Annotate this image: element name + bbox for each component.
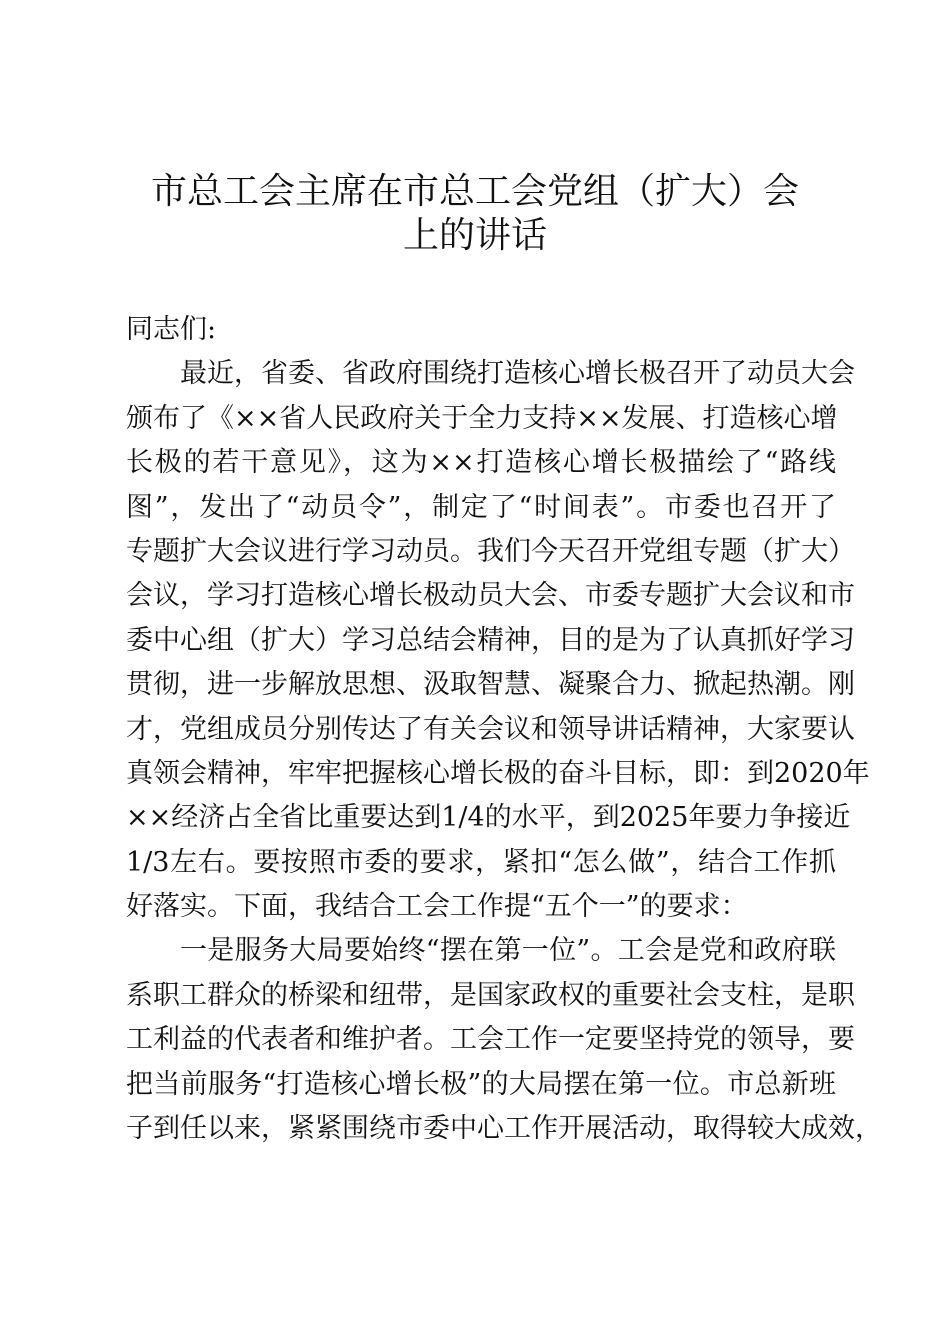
paragraph-line: 把当前服务“打造核心增长极”的大局摆在第一位。市总新班 (126, 1068, 836, 1100)
paragraph-line: ××经济占全省比重要达到1/4的水平，到2025年要力争接近 (126, 802, 851, 834)
document-title-line-1: 市总工会主席在市总工会党组（扩大）会 (150, 171, 799, 212)
salutation: 同志们: (126, 314, 217, 345)
paragraph-line: 工利益的代表者和维护者。工会工作一定要坚持党的领导，要 (126, 1024, 855, 1056)
paragraph-line: 1/3左右。要按照市委的要求，紧扣“怎么做”，结合工作抓 (126, 846, 836, 878)
paragraph-2 (126, 929, 882, 1151)
paragraph-1 (126, 352, 870, 929)
paragraph-line: 最近，省委、省政府围绕打造核心增长极召开了动员大会 (180, 358, 855, 390)
paragraph-line: 图”，发出了“动员令”，制定了“时间表”。市委也召开了 (126, 491, 836, 523)
paragraph-line: 系职工群众的桥梁和纽带，是国家政权的重要社会支柱，是职 (126, 979, 855, 1011)
document-title-line-2: 上的讲话 (402, 215, 547, 256)
paragraph-line: 委中心组（扩大）学习总结会精神，目的是为了认真抓好学习 (126, 624, 855, 656)
paragraph-line: 真领会精神，牢牢把握核心增长极的奋斗目标，即：到2020年 (126, 757, 870, 789)
paragraph-line: 一是服务大局要始终“摆在第一位”。工会是党和政府联 (180, 935, 836, 967)
paragraph-line: 贯彻，进一步解放思想、汲取智慧、凝聚合力、掀起热潮。刚 (126, 669, 855, 701)
paragraph-line: 好落实。下面，我结合工会工作提“五个一”的要求： (126, 891, 748, 923)
paragraph-line: 子到任以来，紧紧围绕市委中心工作开展活动，取得较大成效， (126, 1113, 882, 1145)
paragraph-line: 专题扩大会议进行学习动员。我们今天召开党组专题（扩大） (126, 535, 855, 567)
paragraph-line: 会议，学习打造核心增长极动员大会、市委专题扩大会议和市 (126, 580, 855, 612)
paragraph-line: 才，党组成员分别传达了有关会议和领导讲话精神，大家要认 (126, 713, 855, 745)
paragraph-line: 颁布了《××省人民政府关于全力支持××发展、打造核心增 (126, 402, 838, 434)
document-body (126, 308, 882, 1151)
paragraph-line: 长极的若干意见》，这为××打造核心增长极描绘了“路线 (126, 447, 836, 479)
